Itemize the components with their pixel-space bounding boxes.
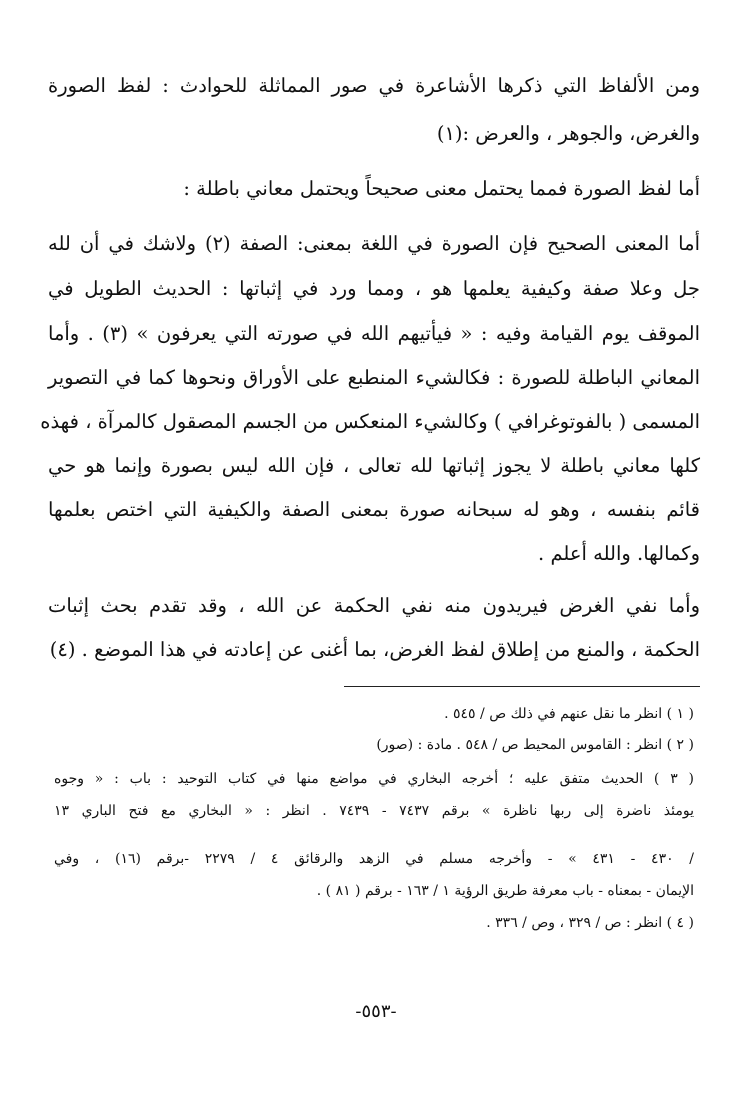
footnote-separator <box>344 686 700 687</box>
paragraph-3-line-8: وكمالها. والله أعلم . <box>538 542 700 565</box>
paragraph-3-line-1: أما المعنى الصحيح فإن الصورة في اللغة بمعنى: الصفة (٢) ولاشك في أن لله <box>48 232 700 255</box>
footnote-3-line-2: يومئذ ناضرة إلى ربها ناظرة » برقم ٧٤٣٧ - ٧٤٣٩ . انظر : « البخاري مع فتح الباري ١٣ <box>54 803 694 819</box>
paragraph-3-line-5: المسمى ( بالفوتوغرافي ) وكالشيء المنعكس من الجسم المصقول كالمرآة ، فهذه <box>40 410 700 433</box>
footnote-1: ( ١ ) انظر ما نقل عنهم في ذلك ص / ٥٤٥ . <box>444 706 694 722</box>
footnote-3-line-4: الإيمان - بمعناه - باب معرفة طريق الرؤية ١ / ١٦٣ - برقم ( ٨١ ) . <box>316 883 694 899</box>
paragraph-4-line-2: الحكمة ، والمنع من إطلاق لفظ الغرض، بما أغنى عن إعادته في هذا الموضع . (٤) <box>49 638 700 661</box>
footnote-2: ( ٢ ) انظر : القاموس المحيط ص / ٥٤٨ . مادة : (صور) <box>376 737 694 753</box>
paragraph-3-line-7: قائم بنفسه ، وهو له سبحانه صورة بمعنى الصفة والكيفية التي اختص بعلمها <box>48 498 700 521</box>
paragraph-4-line-1: وأما نفي الغرض فيريدون منه نفي الحكمة عن الله ، وقد تقدم بحث إثبات <box>48 594 700 617</box>
paragraph-3-line-2: جل وعلا صفة وكيفية يعلمها هو ، ومما ورد في إثباتها : الحديث الطويل في <box>48 277 700 300</box>
paragraph-1-line-2: والغرض، والجوهر ، والعرض :(١) <box>436 122 700 145</box>
paragraph-1-line-1: ومن الألفاظ التي ذكرها الأشاعرة في صور المماثلة للحوادث : لفظ الصورة <box>48 74 700 97</box>
paragraph-2-line-1: أما لفظ الصورة فمما يحتمل معنى صحيحاً ويحتمل معاني باطلة : <box>183 177 700 200</box>
footnote-3-line-1: ( ٣ ) الحديث متفق عليه ؛ أخرجه البخاري في مواضع منها في كتاب التوحيد : باب : « وجوه <box>54 771 694 787</box>
footnote-4: ( ٤ ) انظر : ص / ٣٢٩ ، وص / ٣٣٦ . <box>486 915 694 931</box>
page-number: -٥٥٣- <box>355 1001 397 1022</box>
footnote-3-line-3: / ٤٣٠ - ٤٣١ » - وأخرجه مسلم في الزهد والرقائق ٤ / ٢٢٧٩ -برقم (١٦) ، وفي <box>54 851 695 867</box>
paragraph-3-line-3: الموقف يوم القيامة وفيه : « فيأتيهم الله في صورته التي يعرفون » (٣) . وأما <box>48 322 700 345</box>
paragraph-3-line-6: كلها معاني باطلة لا يجوز إثباتها لله تعالى ، فإن الله ليس بصورة وإنما هو حي <box>48 454 700 477</box>
paragraph-3-line-4: المعاني الباطلة للصورة : فكالشيء المنطبع على الأوراق ونحوها كما في التصوير <box>48 366 700 389</box>
